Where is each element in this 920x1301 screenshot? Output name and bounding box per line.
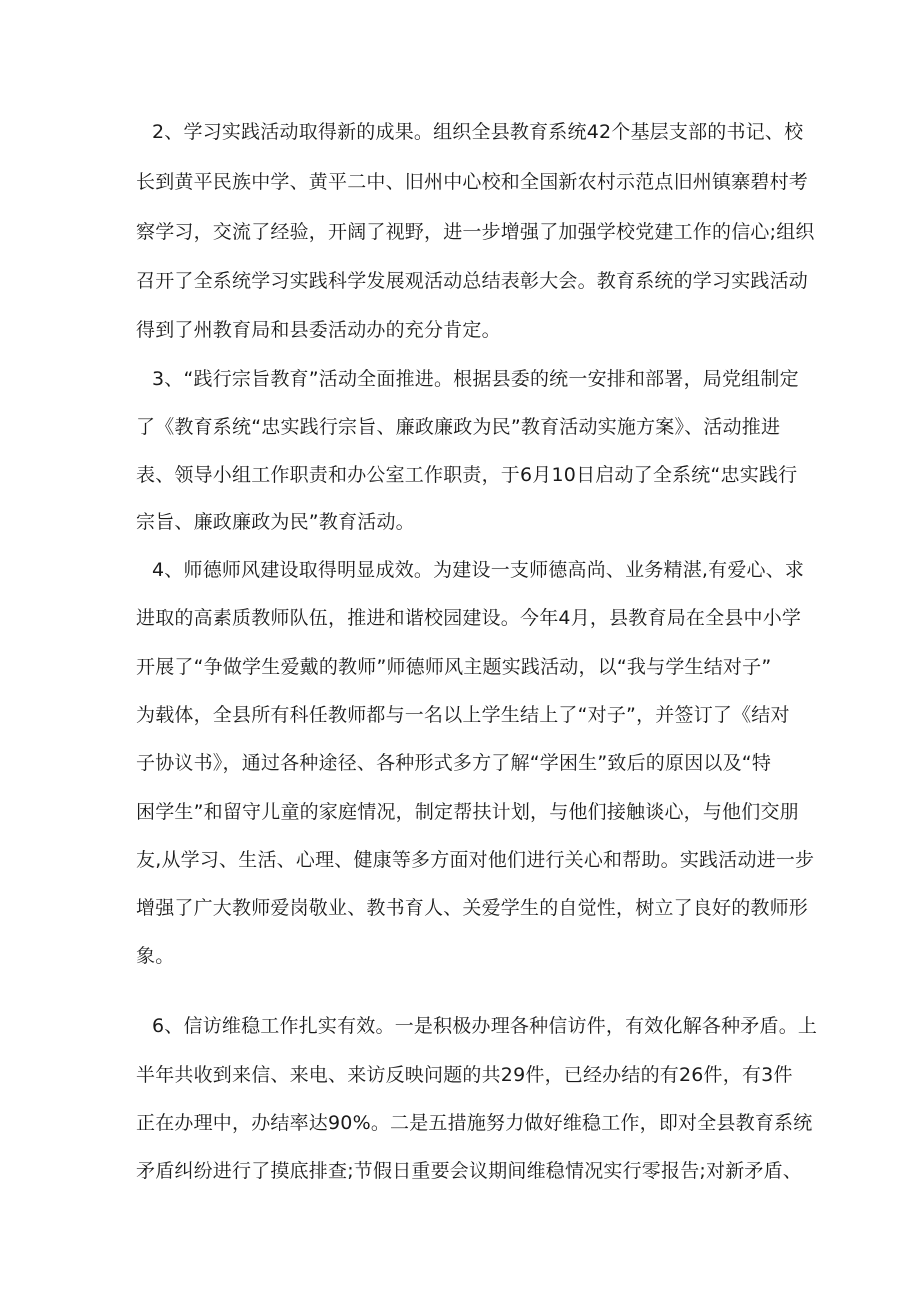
paragraph-4-line-7: 友,从学习、生活、心理、健康等多方面对他们进行关心和帮助。实践活动进一步 bbox=[136, 849, 815, 871]
paragraph-4-line-1: 4、师德师风建设取得明显成效。为建设一支师德高尚、业务精湛,有爱心、求 bbox=[152, 559, 805, 581]
paragraph-3-line-1: 3、“践行宗旨教育”活动全面推进。根据县委的统一安排和部署，局党组制定 bbox=[152, 368, 799, 390]
paragraph-2-line-2: 长到黄平民族中学、黄平二中、旧州中心校和全国新农村示范点旧州镇寨碧村考 bbox=[136, 171, 809, 193]
paragraph-4-line-6: 困学生”和留守儿童的家庭情况，制定帮扶计划，与他们接触谈心，与他们交朋 bbox=[136, 801, 799, 823]
paragraph-2-line-4: 召开了全系统学习实践科学发展观活动总结表彰大会。教育系统的学习实践活动 bbox=[136, 270, 809, 292]
paragraph-6-line-2: 半年共收到来信、来电、来访反映问题的共29件，已经办结的有26件，有3件 bbox=[136, 1064, 793, 1086]
paragraph-4-line-4: 为载体，全县所有科任教师都与一名以上学生结上了“对子”，并签订了《结对 bbox=[136, 704, 790, 726]
paragraph-3-line-2: 了《教育系统“忠实践行宗旨、廉政廉政为民”教育活动实施方案》、活动推进 bbox=[136, 416, 781, 438]
paragraph-6-line-1: 6、信访维稳工作扎实有效。一是积极办理各种信访件，有效化解各种矛盾。上 bbox=[152, 1015, 818, 1037]
paragraph-4-line-5: 子协议书》，通过各种途径、各种形式多方了解“学困生”致后的原因以及“特 bbox=[136, 752, 772, 774]
paragraph-6-line-4: 矛盾纠纷进行了摸底排查;节假日重要会议期间维稳情况实行零报告;对新矛盾、 bbox=[136, 1160, 803, 1182]
paragraph-2-line-1: 2、学习实践活动取得新的成果。组织全县教育系统42个基层支部的书记、校 bbox=[152, 121, 804, 143]
paragraph-3-line-3: 表、领导小组工作职责和办公室工作职责，于6月10日启动了全系统“忠实践行 bbox=[136, 464, 798, 486]
paragraph-4-line-8: 增强了广大教师爱岗敬业、教书育人、关爱学生的自觉性，树立了良好的教师形 bbox=[136, 897, 809, 919]
paragraph-4-line-2: 进取的高素质教师队伍，推进和谐校园建设。今年4月，县教育局在全县中小学 bbox=[136, 607, 802, 629]
paragraph-4-line-9: 象。 bbox=[136, 945, 175, 967]
paragraph-2-line-5: 得到了州教育局和县委活动办的充分肯定。 bbox=[136, 319, 501, 341]
paragraph-2-line-3: 察学习，交流了经验，开阔了视野，进一步增强了加强学校党建工作的信心;组织 bbox=[136, 221, 815, 243]
paragraph-6-line-3: 正在办理中，办结率达90%。二是五措施努力做好维稳工作，即对全县教育系统 bbox=[136, 1112, 813, 1134]
paragraph-3-line-4: 宗旨、廉政廉政为民”教育活动。 bbox=[136, 511, 415, 533]
paragraph-4-line-3: 开展了“争做学生爱戴的教师”师德师风主题实践活动，以“我与学生结对子” bbox=[136, 656, 772, 678]
